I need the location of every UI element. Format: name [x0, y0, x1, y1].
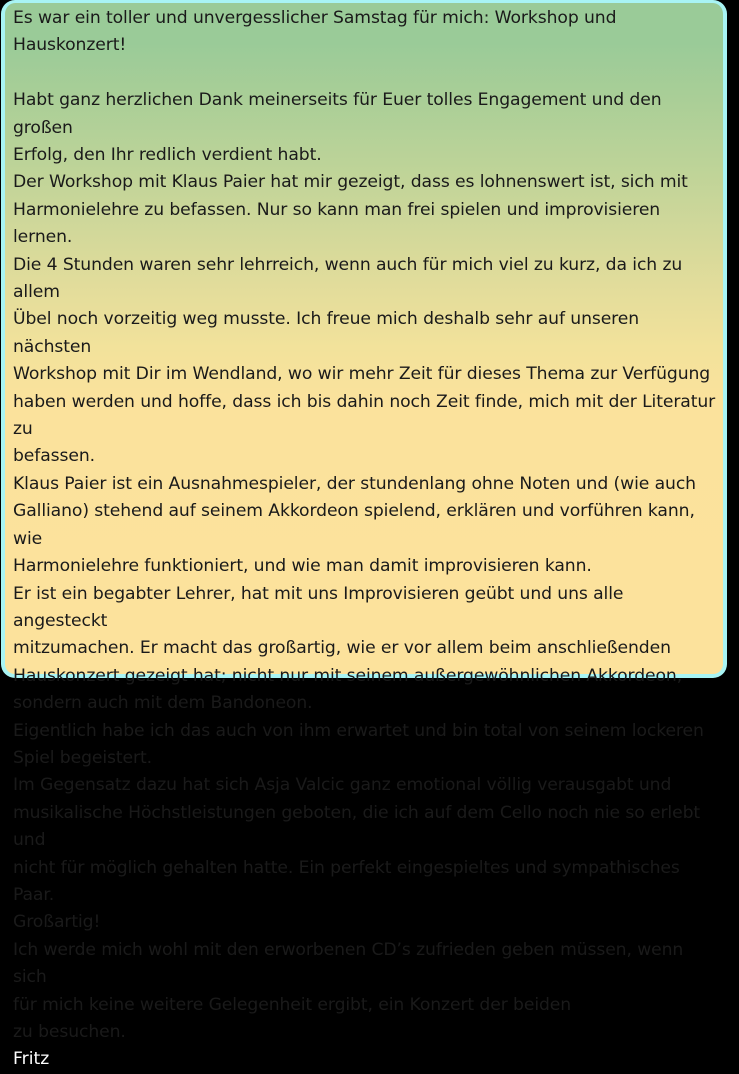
note-line: mitzumachen. Er macht das großartig, wie er vor allem beim anschließenden — [13, 638, 671, 659]
note-line: Großartig! — [13, 912, 101, 933]
note-line: Erfolg, den Ihr redlich verdient habt. — [13, 145, 322, 166]
note-line: für mich keine weitere Gelegenheit ergibt, ein Konzert der beiden — [13, 994, 572, 1015]
note-line: Im Gegensatz dazu hat sich Asja Valcic ganz emotional völlig verausgabt und — [13, 775, 672, 796]
note-line — [13, 60, 717, 87]
note-line: Hauskonzert gezeigt hat; nicht nur mit seinem außergewöhnlichen Akkordeon, — [13, 665, 683, 686]
note-line: Die 4 Stunden waren sehr lehrreich, wenn auch für mich viel zu kurz, da ich zu allem — [13, 254, 688, 303]
note-line: Harmonielehre funktioniert, und wie man damit improvisieren kann. — [13, 556, 592, 577]
note-line: Übel noch vorzeitig weg musste. Ich freue mich deshalb sehr auf unseren nächsten — [13, 309, 645, 357]
testimonial-body-text — [13, 5, 721, 1046]
note-line: Eigentlich habe ich das auch von ihm erwartet und bin total von seinem lockeren — [13, 720, 704, 741]
note-line: nicht für möglich gehalten hatte. Ein perfekt eingespieltes und sympathisches Paar. — [13, 857, 686, 905]
note-line: Er ist ein begabter Lehrer, hat mit uns Improvisieren geübt und uns alle angesteckt — [13, 583, 629, 631]
note-line: Harmonielehre zu befassen. Nur so kann man frei spielen und improvisieren lernen. — [13, 199, 666, 248]
note-line: zu besuchen. — [13, 1022, 126, 1043]
note-line: Spiel begeistert. — [13, 747, 152, 768]
note-line: Ich werde mich wohl mit den erworbenen CD’s zufrieden geben müssen, wenn sich — [13, 939, 689, 988]
note-line: Galliano) stehend auf seinem Akkordeon spielend, erklären und vorführen kann, wie — [13, 501, 701, 549]
testimonial-note-panel — [1, 0, 727, 1070]
note-line: Habt ganz herzlichen Dank meinerseits für Euer tolles Engagement und den großen — [13, 90, 667, 138]
note-line: Klaus Paier ist ein Ausnahmespieler, der stundenlang ohne Noten und (wie auch — [13, 473, 696, 494]
note-line: Workshop mit Dir im Wendland, wo wir mehr Zeit für dieses Thema zur Verfügung — [13, 364, 711, 385]
note-line: befassen. — [13, 446, 96, 467]
note-line: musikalische Höchstleistungen geboten, die ich auf dem Cello noch nie so erlebt und — [13, 802, 706, 851]
note-line: sondern auch mit dem Bandoneon. — [13, 693, 313, 714]
note-line: Der Workshop mit Klaus Paier hat mir gezeigt, dass es lohnenswert ist, sich mit — [13, 172, 688, 193]
note-line: haben werden und hoffe, dass ich bis dahin noch Zeit finde, mich mit der Literatur zu — [13, 391, 721, 440]
note-line: Es war ein toller und unvergesslicher Samstag für mich: Workshop und Hauskonzert! — [13, 8, 622, 56]
signature-text: Fritz — [13, 1049, 50, 1070]
